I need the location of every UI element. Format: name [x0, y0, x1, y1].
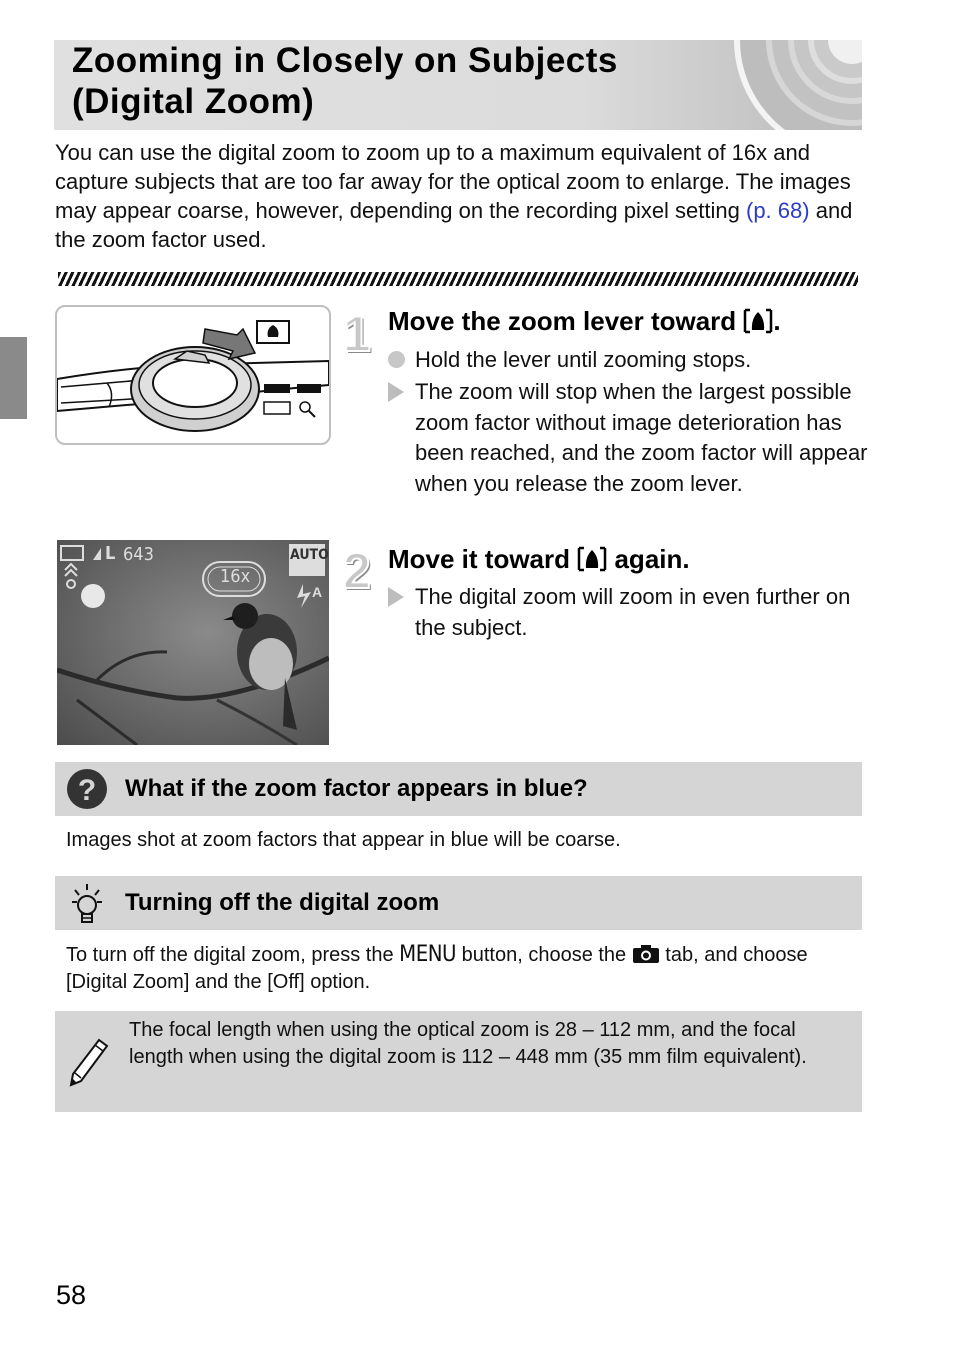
zoom-lever-illustration [55, 305, 331, 445]
question-icon [66, 768, 108, 810]
step-2-number: 2 [343, 543, 371, 599]
camera-tab-icon [632, 944, 660, 964]
decorative-circles [732, 40, 862, 130]
pencil-icon [69, 1037, 109, 1087]
faq-heading: What if the zoom factor appears in blue? [125, 775, 588, 802]
lightbulb-icon [71, 880, 103, 926]
image-size-label: L [105, 543, 116, 564]
flash-mode: A [312, 584, 323, 600]
telephoto-icon [577, 546, 607, 572]
step-1-heading: Move the zoom lever toward . [388, 306, 781, 336]
memo-text: The focal length when using the optical zoom is 28 – 112 mm, and the focal length when using the digital zoom is 112 – 448 mm (35 mm film equivalent). [129, 1019, 807, 1068]
tip-body: To turn off the digital zoom, press the MENU button, choose the tab, and choose [Digital Zoom] and the [Off] option. [66, 942, 808, 993]
svg-text:?: ? [77, 774, 97, 807]
triangle-bullet-icon [388, 587, 404, 607]
step-2-heading: Move it toward again. [388, 544, 690, 574]
zoom-factor-display: 16x [220, 566, 251, 587]
shooting-mode-badge: AUTO [290, 547, 329, 563]
hatched-divider [58, 272, 858, 286]
step-1-bullet-1: Hold the lever until zooming stops. [388, 345, 868, 376]
shots-remaining: 643 [123, 544, 154, 565]
memo-box [55, 1011, 862, 1112]
section-tab [0, 337, 27, 419]
title-banner [54, 40, 862, 130]
faq-body: Images shot at zoom factors that appear in blue will be coarse. [66, 829, 621, 851]
tip-header [55, 876, 862, 930]
menu-button-label: MENU [399, 942, 457, 967]
page-title: Zooming in Closely on Subjects (Digital Zoom) [72, 41, 618, 121]
circle-bullet-icon [388, 351, 405, 368]
step-1-bullet-2: The zoom will stop when the largest possible zoom factor without image deterioration has been reached, and the zoom factor will appear when you release the zoom lever. [388, 377, 868, 499]
page-number: 58 [56, 1280, 87, 1310]
triangle-bullet-icon [388, 382, 404, 402]
step-2-bullet-1: The digital zoom will zoom in even further on the subject. [388, 582, 868, 643]
camera-screen-photo [57, 540, 329, 745]
step-1-number: 1 [343, 306, 371, 362]
page-link[interactable]: (p. 68) [746, 198, 810, 223]
telephoto-icon [743, 308, 773, 334]
faq-header [55, 762, 862, 816]
tip-heading: Turning off the digital zoom [125, 889, 440, 916]
intro-paragraph: You can use the digital zoom to zoom up to a maximum equivalent of 16x and capture subjects that are too far away for the optical zoom to enlarge. The images may appear coarse, however, depending on the recording pixel setting (p. 68) and the zoom factor used. [55, 140, 853, 252]
